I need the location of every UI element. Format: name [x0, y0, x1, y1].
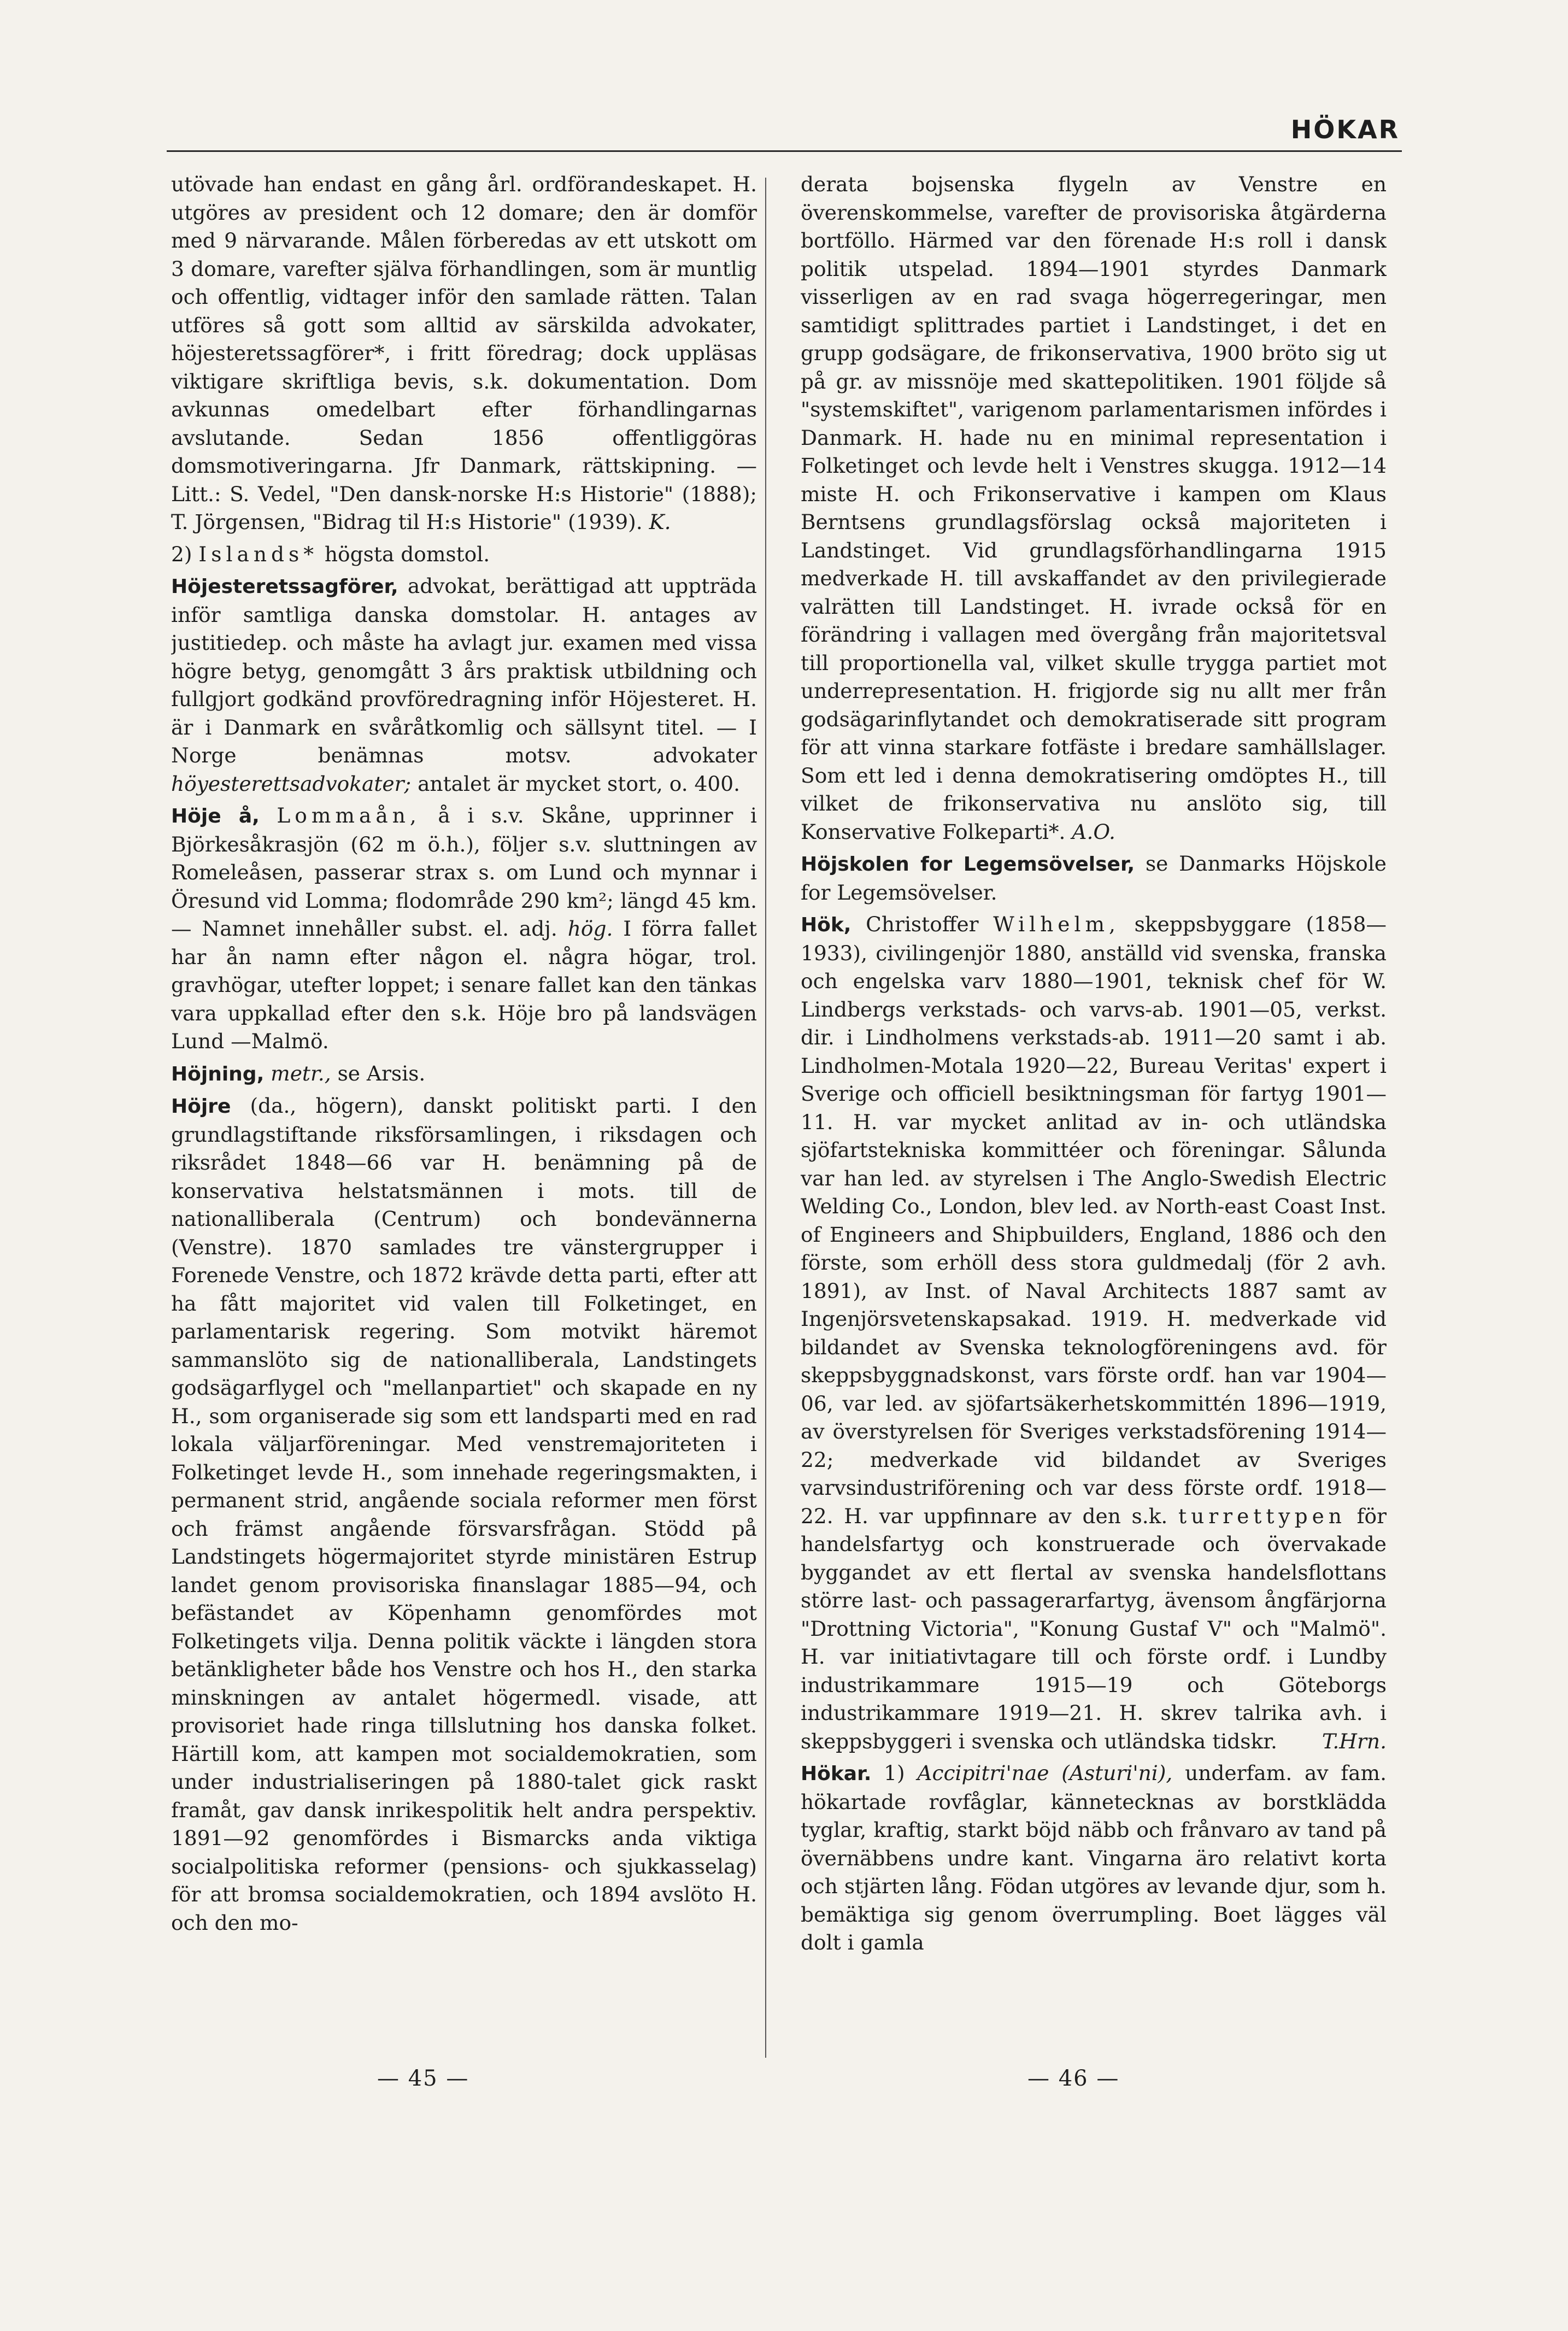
entry-italic: metr.,	[271, 1061, 331, 1085]
entry-text: högsta domstol.	[324, 542, 490, 566]
entry-text: å i s.v. Skåne, upprinner i Björkesåkrasjön (62 m ö.h.), följer s.v. sluttningen av Romeleåsen, passerar strax s. om Lund och mynnar i Öresund vid Lomma; flodområde 290 km²; längd 45 km. — Namnet innehåller subst. el. adj.	[171, 803, 757, 941]
entry-italic: höyesterettsadvokater;	[171, 771, 412, 796]
entry-text: utövade han endast en gång årl. ordförandeskapet. H. utgöres av president och 12 domare; den är domför med 9 närvarande. Målen förberedas av ett utskott om 3 domare, varefter själva förhandlingen, som är muntlig och offentlig, vidtager inför den samlade rätten. Talan utföres så gott som alltid av särskilda advokater, höjesteretssagförer*, i fritt föredrag; dock uppläsas viktigare skriftliga bevis, s.k. dokumentation. Dom avkunnas omedelbart efter förhandlingarnas avslutande. Sedan 1856 offentliggöras domsmotiveringarna. Jfr Danmark, rättskipning. — Litt.: S. Vedel, "Den dansk-norske H:s Historie" (1888); T. Jörgensen, "Bidrag til H:s Historie" (1939).	[171, 172, 757, 534]
headword: Höjesteretssagförer,	[171, 576, 398, 598]
latin-name: Accipitri'nae	[917, 1761, 1049, 1785]
latin-name-alt: (Asturi'ni),	[1061, 1761, 1173, 1785]
entry-hojesteretssagforer	[171, 572, 757, 798]
entry-hokar	[801, 1759, 1387, 1957]
entry-hoje-a	[171, 802, 757, 1056]
spaced-name: Wilhelm,	[993, 912, 1120, 936]
column-divider	[765, 178, 766, 2058]
entry-text: derata bojsenska flygeln av Venstre en överenskommelse, varefter de provisoriska åtgärderna bortföllo. Härmed var den förenade H:s roll i dansk politik utspelad. 1894—1901 styrdes Danmark visserligen av en rad svaga högerregeringar, men samtidigt splittrades partiet i Landstinget, i det en grupp godsägare, de frikonservativa, 1900 bröto sig ut på gr. av missnöje med skattepolitiken. 1901 följde så "systemskiftet", varigenom parlamentarismen infördes i Danmark. H. hade nu en minimal representation i Folketinget och levde helt i Venstres skugga. 1912—14 miste H. och Frikonservative i kampen om Klaus Berntsens grundlagsförslag också majoriteten i Landstinget. Vid grundlagsförhandlingarna 1915 medverkade H. till avskaffandet av den privilegierade valrätten till Landstinget. H. ivrade också för en förändring i vallagen med övergång från majoritetsval till proportionella val, vilket skulle trygga partiet mot underrepresentation. H. frigjorde sig nu allt mer från godsägarinflytandet och demokratiserade sitt program för att vinna starkare fotfäste i bredare samhällslager. Som ett led i denna demokratisering omdöptes H., till vilket de frikonservativa nu anslöto sig, till Konservative Folkeparti*.	[801, 172, 1387, 844]
entry-sub-item	[171, 541, 757, 569]
author-signature: T.Hrn.	[1322, 1729, 1387, 1753]
item-number: 2)	[171, 542, 192, 566]
entry-text: se Danmarks Höjskole for Legemsövelser.	[801, 852, 1387, 905]
spaced-term: turrettypen	[1178, 1504, 1346, 1528]
author-signature: K.	[649, 510, 671, 534]
page-number-left: — 45 —	[377, 2066, 469, 2091]
entry-text-tail: I förra fallet har ån namn efter någon el. några högar, trol. gravhögar, utefter loppet; i senare fallet kan den tänkas vara uppkallad efter den s.k. Höje bro på landsvägen Lund —Malmö.	[171, 917, 757, 1053]
headword: Höjskolen for Legemsövelser,	[801, 853, 1135, 876]
entry-continuation	[171, 171, 757, 537]
headword: Höjning,	[171, 1062, 265, 1085]
alt-name: Lommaån,	[277, 803, 421, 827]
entry-text-tail: antalet är mycket stort, o. 400.	[418, 771, 741, 796]
entry-hojre	[171, 1092, 757, 1937]
right-column	[801, 171, 1387, 2059]
entry-text: underfam. av fam. hökartade rovfåglar, kännetecknas av borstklädda tyglar, kraftig, starkt böjd näbb och frånvaro av tand på övernäbbens undre kant. Vingarna äro relativt korta och stjärten lång. Födan utgöres av levande djur, som h. bemäktiga sig genom överrumpling. Boet lägges väl dolt i gamla	[801, 1761, 1387, 1954]
author-signature: A.O.	[1072, 819, 1115, 844]
entry-text-tail: för handelsfartyg och konstruerade och övervakade byggandet av ett flertal av svenska handelsflottans större last- och passagerarfartyg, ävensom ångfärjorna "Drottning Victoria", "Konung Gustaf V" och "Malmö". H. var initiativtagare till och förste ordf. i Lundby industrikammare 1915—19 och Göteborgs industrikammare 1919—21. H. skrev talrika avh. i skeppsbyggeri i svenska och utländska tidskr.	[801, 1504, 1387, 1753]
entry-continuation	[801, 171, 1387, 846]
left-column	[171, 171, 757, 2059]
headword: Hök,	[801, 914, 851, 936]
page-number-right: — 46 —	[1027, 2066, 1120, 2091]
cross-reference: Islands*	[198, 542, 318, 566]
entry-hojning	[171, 1060, 757, 1089]
entry-italic: hög.	[567, 917, 613, 941]
entry-text: skeppsbyggare (1858—1933), civilingenjör 1880, anställd vid svenska, franska och engelska varv 1880—1901, teknisk chef för W. Lindbergs verkstads- och varvs-ab. 1901—05, verkst. dir. i Lindholmens verkstads-ab. 1911—20 samt i ab. Lindholmen-Motala 1920—22, Bureau Veritas' expert i Sverige och officiell besiktningsman för fartyg 1901—11. H. var mycket anlitad av in- och utländska sjöfartstekniska kommittéer och föreningar. Sålunda var han led. av styrelsen i The Anglo-Swedish Electric Welding Co., London, blev led. av North-east Coast Inst. of Engineers and Shipbuilders, England, 1886 och den förste, som erhöll dess stora guldmedalj (för 2 avh. 1891), av Inst. of Naval Architects 1887 samt av Ingenjörsvetenskapsakad. 1919. H. medverkade vid bildandet av Svenska teknologföreningens avd. för skeppsbyggnadskonst, vars förste ordf. han var 1904—06, var led. av sjöfartsäkerhetskommittén 1896—1919, av överstyrelsen för Sveriges verkstadsförening 1914—22; medverkade vid bildandet av Sveriges varvsindustriförening och var dess förste ordf. 1918—22. H. var uppfinnare av den s.k.	[801, 912, 1387, 1528]
first-name: Christoffer	[866, 912, 979, 936]
headword: Höjre	[171, 1095, 231, 1118]
entry-text: (da., högern), danskt politiskt parti. I den grundlagstiftande riksförsamlingen, i riksdagen och riksrådet 1848—66 var H. benämning på de konservativa helstatsmännen i mots. till de nationalliberala (Centrum) och bondevännerna (Venstre). 1870 samlades tre vänstergrupper i Forenede Venstre, och 1872 krävde detta parti, efter att ha fått majoritet vid valen till Folketinget, en parlamentarisk regering. Som motvikt häremot sammanslöto sig de nationalliberala, Landstingets godsägarflygel och "mellanpartiet" och skapade en ny H., som organiserade sig som ett landsparti med en rad lokala väljarföreningar. Med venstremajoriteten i Folketinget levde H., som innehade regeringsmakten, i permanent strid, angående sociala reformer men först och främst angående försvarsfrågan. Stödd på Landstingets högermajoritet styrde ministären Estrup landet genom provisoriska finanslagar 1885—94, och befästandet av Köpenhamn genomfördes mot Folketingets vilja. Denna politik väckte i längden stora betänkligheter både hos Venstre och hos H., den starka minskningen av antalet högermedl. visade, att provisoriet hade ringa tillslutning hos danska folket. Härtill kom, att kampen mot socialdemokratien, som under industrialiseringen på 1880-talet gick raskt framåt, gav dansk inrikespolitik helt andra perspektiv. 1891—92 genomfördes i Bismarcks anda viktiga socialpolitiska reformer (pensions- och sjukkasselag) för att bromsa socialdemokratien, och 1894 avslöto H. och den mo-	[171, 1094, 757, 1935]
entry-text: se Arsis.	[337, 1061, 426, 1085]
entry-hok	[801, 911, 1387, 1755]
entry-hojskolen	[801, 850, 1387, 907]
headword: Hökar.	[801, 1763, 872, 1785]
headword: Höje å,	[171, 805, 260, 827]
entry-text: advokat, berättigad att uppträda inför samtliga danska domstolar. H. antages av justitiedep. och måste ha avlagt jur. examen med vissa högre betyg, genomgått 3 års praktisk utbildning och fullgjort godkänd provföredragning inför Höjesteret. H. är i Danmark en svåråtkomlig och sällsynt titel. — I Norge benämnas motsv. advokater	[171, 574, 757, 767]
item-number: 1)	[884, 1761, 905, 1785]
running-head: HÖKAR	[1290, 115, 1400, 144]
header-rule	[167, 150, 1402, 152]
